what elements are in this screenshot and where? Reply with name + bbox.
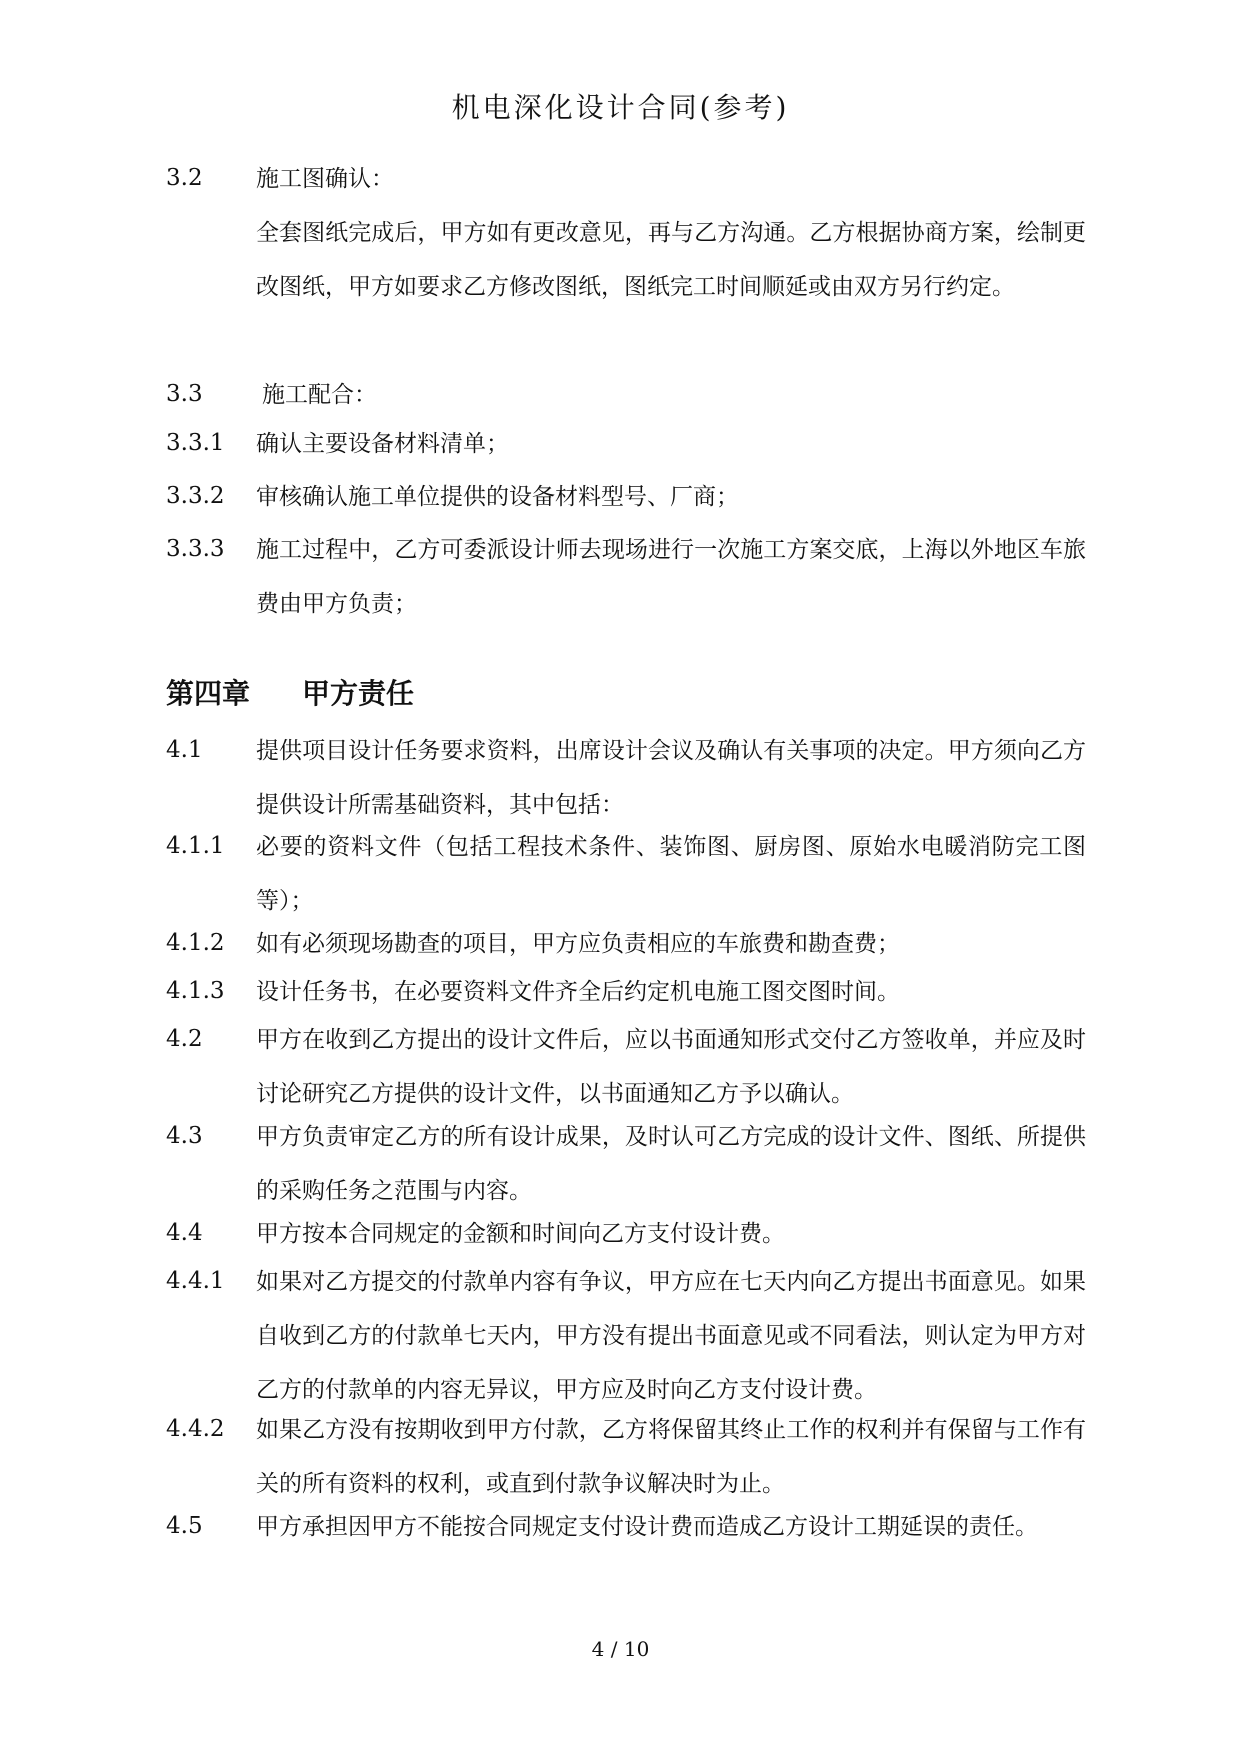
page-number: 4 / 10 <box>591 1637 650 1661</box>
clause-text: 如果对乙方提交的付款单内容有争议，甲方应在七天内向乙方提出书面意见。如果自收到乙方的付款单七天内，甲方没有提出书面意见或不同看法，则认定为甲方对乙方的付款单的内容无异议，甲方应及时向乙方支付设计费。 <box>256 1269 1086 1403</box>
clause-text: 确认主要设备材料清单； <box>256 431 509 457</box>
clause-number: 3.3.2 <box>166 483 225 509</box>
clause-number: 3.2 <box>166 165 203 191</box>
clause-text: 施工过程中，乙方可委派设计师去现场进行一次施工方案交底，上海以外地区车旅费由甲方负责； <box>256 537 1086 617</box>
clause-text: 甲方按本合同规定的金额和时间向乙方支付设计费。 <box>256 1221 785 1247</box>
clause-text: 施工配合： <box>262 382 377 408</box>
clause-number: 4.1.1 <box>166 833 225 859</box>
document-header: 机电深化设计合同(参考) <box>451 91 790 124</box>
clause-text: 提供项目设计任务要求资料，出席设计会议及确认有关事项的决定。甲方须向乙方提供设计所需基础资料，其中包括： <box>256 738 1086 818</box>
clause-text: 审核确认施工单位提供的设备材料型号、厂商； <box>256 484 739 510</box>
clause-number: 4.4.2 <box>166 1416 225 1442</box>
clause-text: 全套图纸完成后，甲方如有更改意见，再与乙方沟通。乙方根据协商方案，绘制更改图纸，甲方如要求乙方修改图纸，图纸完工时间顺延或由双方另行约定。 <box>256 220 1086 300</box>
clause-number: 3.3.1 <box>166 430 225 456</box>
clause-text: 必要的资料文件（包括工程技术条件、装饰图、厨房图、原始水电暖消防完工图等）； <box>256 834 1086 914</box>
clause-number: 4.5 <box>166 1513 203 1539</box>
clause-text: 设计任务书，在必要资料文件齐全后约定机电施工图交图时间。 <box>256 979 900 1005</box>
clause-text: 如有必须现场勘查的项目，甲方应负责相应的车旅费和勘查费； <box>256 931 900 957</box>
clause-number: 4.2 <box>166 1026 203 1052</box>
clause-number: 4.4.1 <box>166 1268 225 1294</box>
clause-text: 甲方负责审定乙方的所有设计成果，及时认可乙方完成的设计文件、图纸、所提供的采购任务之范围与内容。 <box>256 1124 1086 1204</box>
clause-text: 甲方在收到乙方提出的设计文件后，应以书面通知形式交付乙方签收单，并应及时讨论研究乙方提供的设计文件，以书面通知乙方予以确认。 <box>256 1027 1086 1107</box>
clause-text: 甲方承担因甲方不能按合同规定支付设计费而造成乙方设计工期延误的责任。 <box>256 1514 1038 1540</box>
chapter-number: 第四章 <box>166 677 251 710</box>
clause-text: 施工图确认： <box>256 166 394 192</box>
clause-number: 4.3 <box>166 1123 203 1149</box>
clause-number: 4.1.2 <box>166 930 225 956</box>
clause-number: 4.1 <box>166 737 203 763</box>
clause-number: 3.3 <box>166 381 203 407</box>
clause-number: 4.4 <box>166 1220 203 1246</box>
clause-number: 3.3.3 <box>166 536 225 562</box>
clause-text: 如果乙方没有按期收到甲方付款，乙方将保留其终止工作的权利并有保留与工作有关的所有资料的权利，或直到付款争议解决时为止。 <box>256 1417 1086 1497</box>
clause-number: 4.1.3 <box>166 978 225 1004</box>
chapter-title: 甲方责任 <box>302 677 415 710</box>
chapter-heading <box>166 672 414 712</box>
